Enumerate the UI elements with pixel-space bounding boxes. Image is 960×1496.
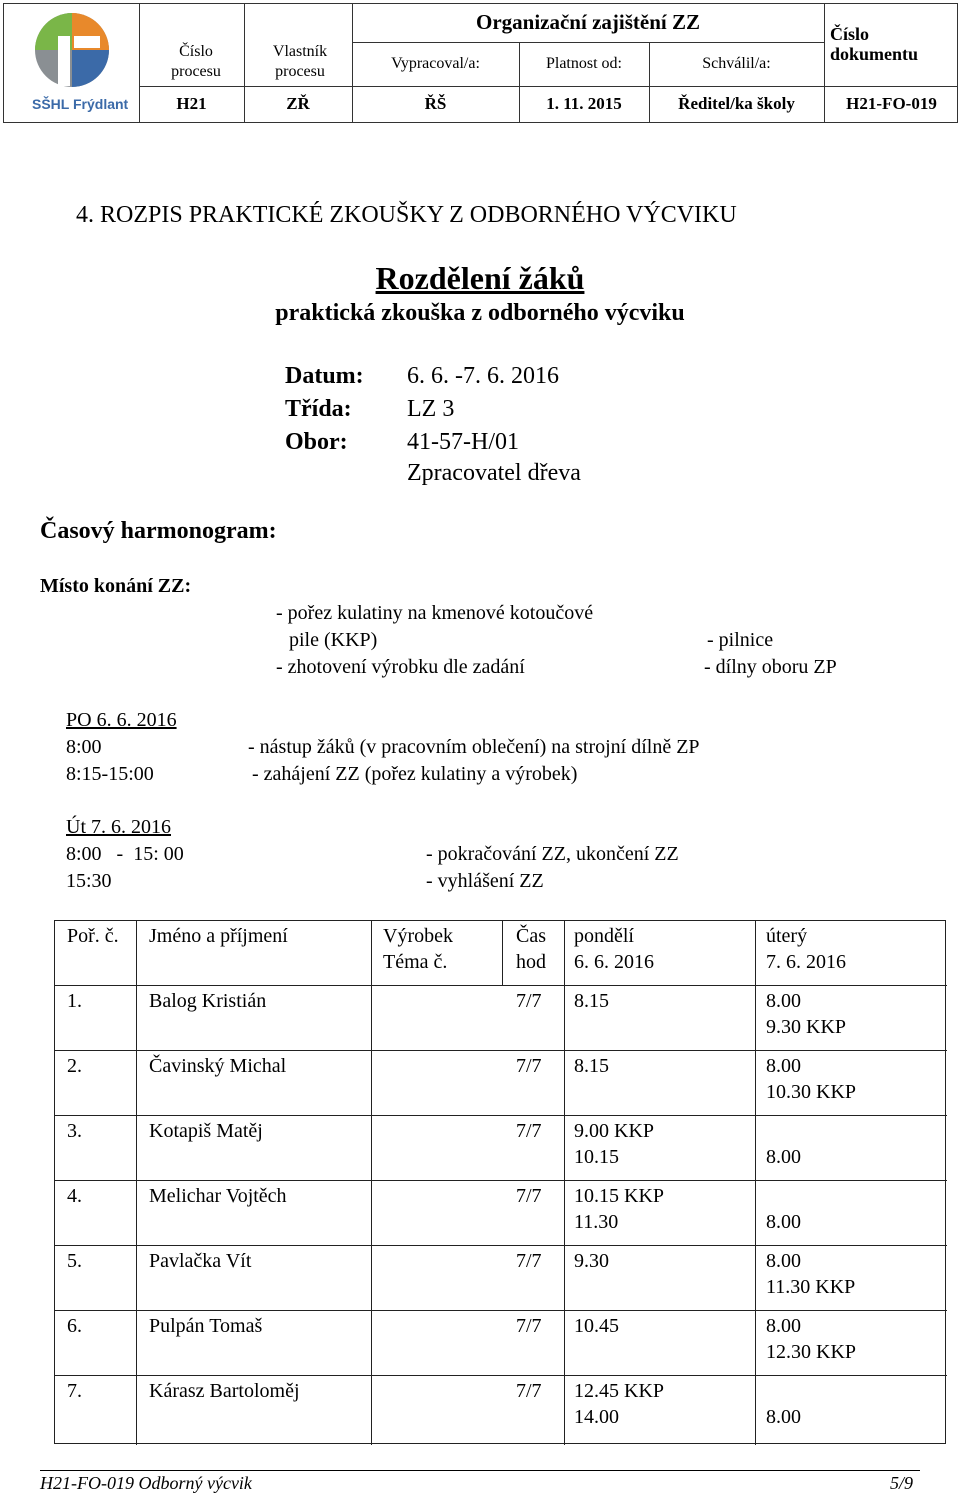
table-col-divider [564,921,565,1445]
row-tuesday-2: 8.00 [766,1406,801,1428]
row-hours: 7/7 [516,1055,542,1077]
document-header [3,3,958,123]
subtitle: praktická zkouška z odborného výcviku [275,300,685,326]
row-hours: 7/7 [516,1380,542,1402]
field-code: 41-57-H/01 [407,429,519,455]
approved-by-value: Ředitel/ka školy [678,94,795,113]
process-owner-label: Vlastník procesu [272,43,328,80]
header-monday-date: 6. 6. 2016 [574,951,654,973]
day1-time-2: 8:15-15:00 [66,763,154,785]
day1-text-1: - nástup žáků (v pracovním oblečení) na strojní dílně ZP [248,736,700,758]
venue-item1-place: - pilnice [707,629,774,651]
form-title: Organizační zajištění ZZ [476,10,700,34]
valid-from-value: 1. 11. 2015 [546,94,622,113]
row-hours: 7/7 [516,1120,542,1142]
row-monday-2: 10.15 [574,1146,619,1168]
day1-date: PO 6. 6. 2016 [66,709,177,731]
header-product: Výrobek [383,925,453,947]
document-no-label: Číslo dokumentu [830,24,919,64]
approved-by-label: Schválil/a: [702,55,771,72]
row-hours: 7/7 [516,1185,542,1207]
row-name: Kotapiš Matěj [149,1120,263,1142]
row-hours: 7/7 [516,990,542,1012]
row-no: 6. [67,1315,82,1337]
row-name: Kárasz Bartoloměj [149,1380,300,1402]
table-col-divider [755,921,756,1445]
header-hours: Čas [516,925,546,947]
row-tuesday-2: 8.00 [766,1146,801,1168]
process-no-label: Číslo procesu [171,43,221,80]
header-tuesday-date: 7. 6. 2016 [766,951,846,973]
row-name: Melichar Vojtěch [149,1185,287,1207]
table-row-divider [55,985,947,986]
venue-item1-line1: - pořez kulatiny na kmenové kotoučové [276,602,594,624]
day2-date: Út 7. 6. 2016 [66,816,171,838]
students-table [54,920,946,1444]
table-row-divider [55,1375,947,1376]
document-no-value: H21-FO-019 [846,94,937,113]
footer-page: 5/9 [890,1473,914,1493]
row-hours: 7/7 [516,1315,542,1337]
day2-time-2: 15:30 [66,870,112,892]
valid-from-label: Platnost od: [545,55,622,72]
row-tuesday: 8.00 [766,1055,801,1077]
table-col-divider [371,921,372,1445]
field-name: Zpracovatel dřeva [407,460,581,486]
table-row-divider [55,1050,947,1051]
row-monday: 9.30 [574,1250,609,1272]
row-tuesday-2: 12.30 KKP [766,1341,857,1363]
table-row-divider [55,1310,947,1311]
process-owner-value: ZŘ [286,94,310,113]
header-tuesday: úterý [766,925,808,947]
day2-text-1: - pokračování ZZ, ukončení ZZ [426,843,679,865]
row-tuesday-2: 8.00 [766,1211,801,1233]
day1-text-2: - zahájení ZZ (pořez kulatiny a výrobek) [252,763,578,785]
venue-item2-place: - dílny oboru ZP [704,656,837,678]
date-value: 6. 6. -7. 6. 2016 [407,363,559,389]
school-logo [28,10,129,116]
table-row-divider [55,1180,947,1181]
section-title: 4. ROZPIS PRAKTICKÉ ZKOUŠKY Z ODBORNÉHO VÝCVIKU [76,202,737,228]
day2-time-1: 8:00 - 15: 00 [66,843,184,865]
header-monday: pondělí [574,925,634,947]
footer-rule [40,1470,920,1471]
header-no: Poř. č. [67,925,119,947]
venue-item2: - zhotovení výrobku dle zadání [276,656,525,678]
day1-time-1: 8:00 [66,736,102,758]
class-label: Třída: [285,396,352,422]
row-no: 5. [67,1250,82,1272]
row-no: 7. [67,1380,82,1402]
venue-label: Místo konání ZZ: [40,575,192,597]
row-monday-2: 11.30 [574,1211,619,1233]
day2-text-2: - vyhlášení ZZ [426,870,544,892]
table-col-divider [502,921,503,985]
row-monday: 9.00 KKP [574,1120,655,1142]
row-tuesday-2: 10.30 KKP [766,1081,857,1103]
logo-text: SŠHL Frýdlant [32,96,129,112]
row-no: 2. [67,1055,82,1077]
row-monday: 10.15 KKP [574,1185,665,1207]
row-name: Balog Kristián [149,990,267,1012]
header-name: Jméno a příjmení [149,925,288,947]
row-tuesday: 8.00 [766,1250,801,1272]
row-monday-2: 14.00 [574,1406,619,1428]
table-col-divider [136,921,137,1445]
prepared-by-value: ŘŠ [424,94,447,113]
process-no-value: H21 [176,94,207,113]
class-value: LZ 3 [407,396,455,422]
prepared-by-label: Vypracoval/a: [391,55,480,72]
row-tuesday-2: 11.30 KKP [766,1276,856,1298]
table-row-divider [55,1245,947,1246]
header-topic: Téma č. [383,951,448,973]
row-no: 3. [67,1120,82,1142]
row-monday: 12.45 KKP [574,1380,665,1402]
row-monday: 8.15 [574,990,609,1012]
venue-item1-line2: pile (KKP) [289,629,378,651]
footer-left: H21-FO-019 Odborný výcvik [40,1473,252,1493]
row-tuesday: 8.00 [766,990,801,1012]
row-tuesday: 8.00 [766,1315,801,1337]
row-name: Pavlačka Vít [149,1250,252,1272]
header-hours-unit: hod [516,951,546,973]
row-tuesday-2: 9.30 KKP [766,1016,847,1038]
row-monday: 8.15 [574,1055,609,1077]
row-no: 1. [67,990,82,1012]
row-monday: 10.45 [574,1315,619,1337]
row-name: Čavinský Michal [149,1055,287,1077]
schedule-heading: Časový harmonogram: [40,518,277,544]
row-name: Pulpán Tomaš [149,1315,263,1337]
date-label: Datum: [285,363,364,389]
table-row-divider [55,1115,947,1116]
row-no: 4. [67,1185,82,1207]
main-title: Rozdělení žáků [375,260,585,296]
field-label: Obor: [285,429,348,455]
row-hours: 7/7 [516,1250,542,1272]
